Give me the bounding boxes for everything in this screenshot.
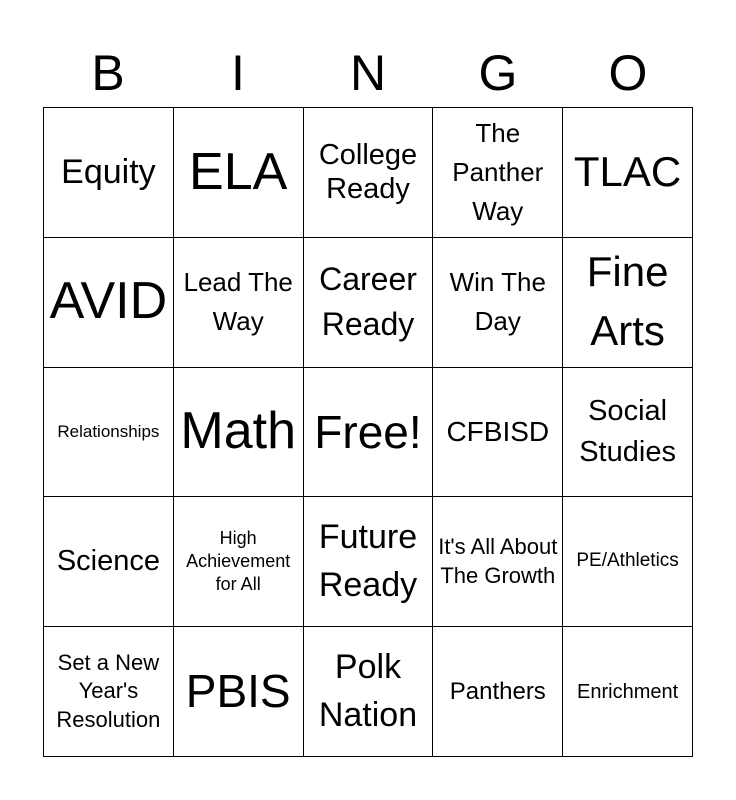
- bingo-cell[interactable]: [44, 497, 174, 627]
- bingo-cell[interactable]: [304, 238, 434, 368]
- bingo-cell-text: High Achievement for All: [186, 527, 291, 595]
- bingo-cell-text: PBIS: [185, 665, 291, 718]
- bingo-cell[interactable]: [563, 368, 693, 498]
- bingo-cell-text: Lead The Way: [183, 267, 293, 337]
- bingo-cell-text: Polk Nation: [318, 648, 418, 734]
- bingo-cell[interactable]: [433, 108, 563, 238]
- bingo-cell-text: Relationships: [57, 422, 160, 442]
- bingo-cell[interactable]: [174, 368, 304, 498]
- bingo-cell-text: AVID: [49, 272, 168, 331]
- bingo-cell[interactable]: [304, 108, 434, 238]
- bingo-cell[interactable]: [174, 238, 304, 368]
- bingo-cell[interactable]: [563, 108, 693, 238]
- bingo-cell[interactable]: [433, 627, 563, 757]
- bingo-cell-text: It's All About The Growth: [438, 534, 558, 588]
- bingo-cell-text: Math: [180, 402, 296, 461]
- bingo-cell[interactable]: [44, 368, 174, 498]
- bingo-cell-text: Future Ready: [318, 518, 418, 604]
- bingo-cell-text: TLAC: [573, 148, 682, 196]
- bingo-header: [43, 40, 693, 106]
- bingo-cell-text: PE/Athletics: [576, 550, 679, 572]
- bingo-cell-text: Fine Arts: [586, 248, 669, 355]
- bingo-cell-text: The Panther Way: [452, 117, 544, 226]
- bingo-cell[interactable]: [174, 497, 304, 627]
- free-space-text: Free!: [314, 405, 422, 458]
- bingo-cell[interactable]: [174, 108, 304, 238]
- bingo-cell[interactable]: [433, 238, 563, 368]
- bingo-cell-text: Equity: [61, 153, 156, 191]
- bingo-cell-text: CFBISD: [446, 416, 550, 448]
- bingo-cell[interactable]: [563, 627, 693, 757]
- bingo-cell-text: ELA: [189, 142, 288, 201]
- bingo-cell[interactable]: [433, 497, 563, 627]
- bingo-cell-text: Win The Day: [449, 267, 546, 337]
- bingo-cell-text: College Ready: [318, 138, 418, 206]
- bingo-cell[interactable]: [304, 497, 434, 627]
- bingo-cell-text: Enrichment: [577, 680, 679, 703]
- bingo-cell-text: Set a New Year's Resolution: [56, 649, 161, 732]
- bingo-card-grid: [43, 107, 693, 757]
- header-letter-b: B: [91, 45, 125, 101]
- header-letter-o: O: [608, 45, 648, 101]
- bingo-cell[interactable]: [174, 627, 304, 757]
- bingo-cell[interactable]: [563, 497, 693, 627]
- bingo-cell-text: Science: [56, 545, 160, 578]
- free-space-cell[interactable]: [304, 368, 434, 498]
- bingo-cell[interactable]: [304, 627, 434, 757]
- bingo-cell-text: Panthers: [449, 678, 546, 705]
- bingo-cell[interactable]: [433, 368, 563, 498]
- header-letter-n: N: [349, 45, 387, 101]
- bingo-cell-text: Social Studies: [579, 395, 676, 468]
- header-letter-i: I: [231, 45, 245, 101]
- bingo-cell-text: Career Ready: [319, 261, 417, 343]
- bingo-cell[interactable]: [44, 627, 174, 757]
- bingo-cell[interactable]: [563, 238, 693, 368]
- header-letter-g: G: [478, 45, 518, 101]
- bingo-cell[interactable]: [44, 108, 174, 238]
- bingo-cell[interactable]: [44, 238, 174, 368]
